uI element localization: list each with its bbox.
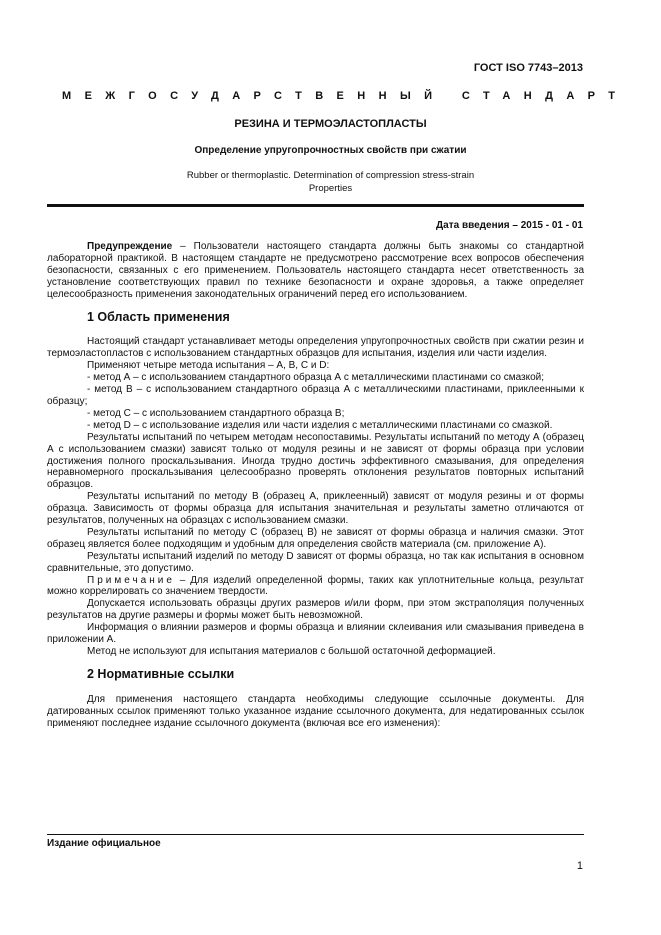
document-body [47, 241, 584, 730]
section-2-heading: 2 Нормативные ссылки [87, 666, 235, 681]
method-c-item: - метод С – с использованием стандартного образца В; [87, 407, 345, 419]
warning-text: – Пользователи настоящего стандарта должны быть знакомы со стандартной лабораторной практикой. В настоящем стандарте не предусмотрено рассмотрение всех вопросов обеспечения безопасности, связанных с его применением. Пользователь настоящего стандарта несет ответственность за установление соответствующих правил по технике безопасности и охране здоровья, а также определяет целесообразность применения законодательных ограничений перед его использованием. [47, 241, 584, 300]
method-b-item: - метод В – с использованием стандартного образца А с металлическими пластинами, приклеенными к образцу; [47, 384, 584, 407]
note-label: Примечание [87, 574, 175, 586]
section-1-paragraph: Результаты испытаний изделий по методу D зависят от формы образца, но так как испытания в основном сравнительные, это допустимо. [47, 550, 584, 574]
document-code: ГОСТ ISO 7743–2013 [473, 62, 583, 74]
note-text: – Для изделий определенной формы, таких как уплотнительные кольца, результат можно коррелировать со значением твердости. [47, 574, 584, 598]
english-title [47, 169, 614, 195]
official-edition-label: Издание официальное [47, 838, 161, 849]
section-1-paragraph: Настоящий стандарт устанавливает методы определения упругопрочностных свойств при сжатии резин и термоэластопластов с использованием стандартных образцов для испытания, изделия или части изделия. [47, 336, 584, 360]
section-1-heading: 1 Область применения [87, 309, 230, 324]
section-1-paragraph: Допускается использовать образцы других размеров и/или форм, при этом экстраполяция полученных результатов на другие размеры и формы может быть невозможной. [47, 598, 584, 622]
header-divider [47, 204, 584, 207]
page-number: 1 [576, 860, 583, 872]
warning-paragraph [47, 241, 584, 301]
document-title: РЕЗИНА И ТЕРМОЭЛАСТОПЛАСТЫ [234, 118, 427, 130]
method-a-item: - метод А – с использованием стандартного образца А с металлическими пластинами со смазкой; [87, 372, 545, 384]
introduction-date: Дата введения – 2015 - 01 - 01 [436, 220, 583, 231]
interstate-standard-banner: МЕЖГОСУДАРСТВЕННЫЙ СТАНДАРТ [62, 90, 629, 102]
section-1-paragraph: Результаты испытаний по методу С (образец В) не зависят от формы образца и наличия смазки. Этот образец является более подходящим и удобным для определения свойств материала (см. приложение А). [47, 526, 584, 550]
method-d-item: - метод D – с использование изделия или части изделия с металлическими пластинами со смазкой. [87, 419, 553, 431]
section-1-paragraph: Применяют четыре метода испытания – А, В, С и D: [87, 360, 330, 372]
section-2-paragraph: Для применения настоящего стандарта необходимы следующие ссылочные документы. Для датированных ссылок применяют только указанное издание ссылочного документа, для недатированных ссылок применяют последнее издание ссылочного документа (включая все его изменения): [47, 693, 584, 729]
english-title-line-2: Properties [308, 183, 353, 194]
footer-divider [47, 834, 584, 835]
section-1-paragraph: Результаты испытаний по методу В (образец А, приклеенный) зависят от модуля резины и от формы образца. Зависимость от формы образца для испытания значительная и результаты заметно отличаются от результатов, полученных на образцах с использованием смазки. [47, 491, 584, 527]
english-title-line-1: Rubber or thermoplastic. Determination of compression stress-strain [186, 170, 475, 181]
section-1-paragraph: Результаты испытаний по четырем методам несопоставимы. Результаты испытаний по методу А (образец А с использованием смазки) зависят только от модуля резины и не зависят от формы образца при условии достижения полного проскальзывания. Иногда трудно достичь эффективного смазывания, для определения неравномерного проскальзывания целесообразно проверять отклонения результатов повторных испытаний образцов. [47, 431, 584, 491]
document-subtitle: Определение упругопрочностных свойств при сжатии [194, 145, 467, 156]
warning-label: Предупреждение [87, 241, 173, 252]
note-paragraph [47, 575, 584, 599]
section-1-paragraph: Метод не используют для испытания материалов с большой остаточной деформацией. [87, 646, 496, 657]
section-1-paragraph: Информация о влиянии размеров и формы образца и влиянии склеивания или смазывания приведена в приложении А. [47, 622, 584, 646]
